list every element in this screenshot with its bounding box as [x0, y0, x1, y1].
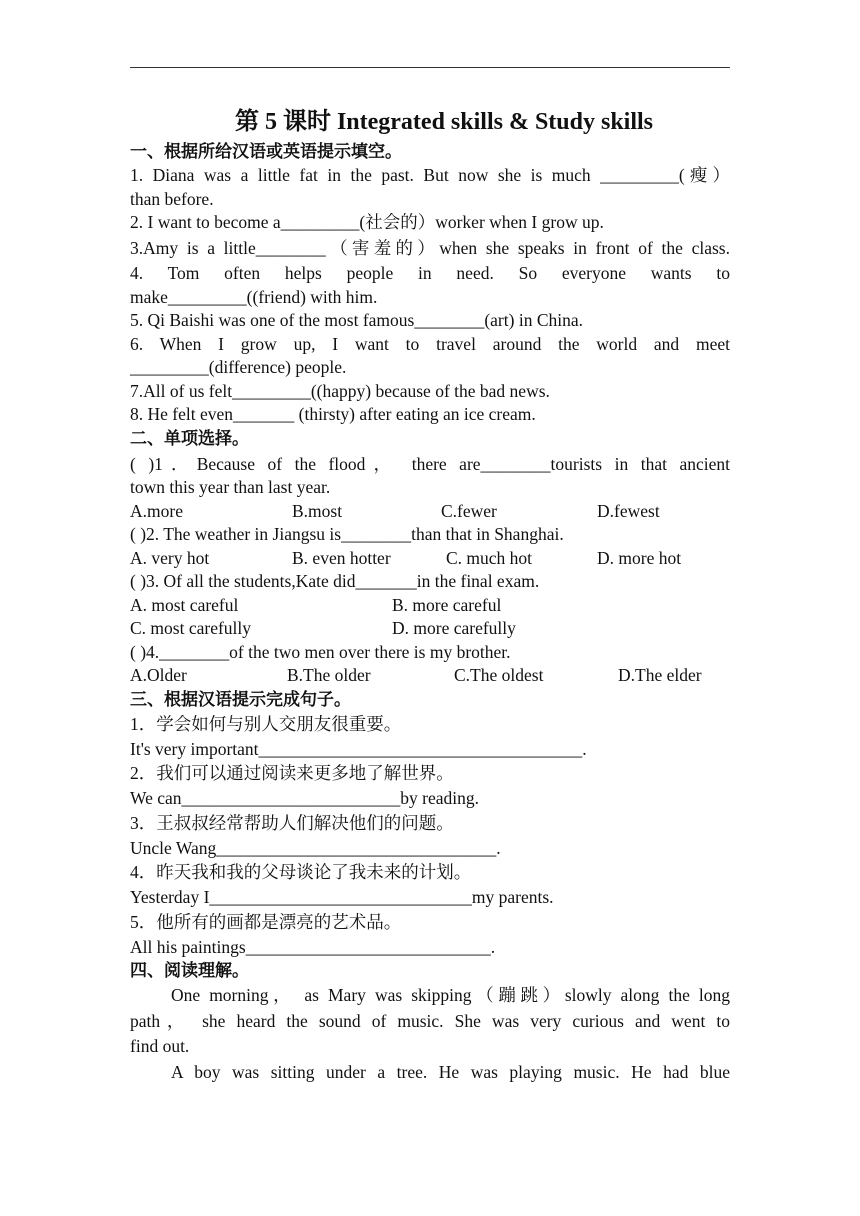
choice-question-1-line-1: ( )1．Because of the flood， there are________tourists in that ancient	[130, 453, 730, 474]
choice-question-2: ( )2. The weather in Jiangsu is________than that in Shanghai.	[130, 524, 564, 544]
section-heading-fill-in: 一、根据所给汉语或英语提示填空。	[130, 142, 402, 162]
translate-question-5-english: All his paintings____________________________.	[130, 936, 496, 957]
option-a: A. very hot	[130, 547, 210, 568]
option-d: D.The elder	[618, 665, 702, 685]
reading-paragraph-1-line-3: find out.	[130, 1036, 190, 1056]
translate-question-3-english: Uncle Wang________________________________.	[130, 837, 501, 858]
option-d: D. more carefully	[392, 618, 516, 638]
fill-question-6-line-1: 6. When I grow up, I want to travel around the world and meet	[130, 333, 730, 354]
option-a: A.more	[130, 500, 183, 521]
fill-question-3: 3.Amy is a little________（害羞的）when she speaks in front of the class.	[130, 237, 730, 258]
option-b: B.The older	[287, 665, 371, 685]
fill-question-5: 5. Qi Baishi was one of the most famous________(art) in China.	[130, 310, 583, 330]
fill-question-4-line-1: 4. Tom often helps people in need. So everyone wants to	[130, 263, 730, 283]
option-b: B. more careful	[392, 594, 502, 615]
section-heading-reading: 四、阅读理解。	[130, 961, 249, 981]
choice-question-3: ( )3. Of all the students,Kate did_______in the final exam.	[130, 571, 540, 591]
translate-question-4-chinese: 4．昨天我和我的父母谈论了我未来的计划。	[130, 862, 472, 882]
fill-question-6-line-2: _________(difference) people.	[130, 357, 347, 377]
section-heading-multiple-choice: 二、单项选择。	[130, 428, 249, 449]
translate-question-2-english: We can_________________________by reading.	[130, 788, 480, 808]
option-c: C.fewer	[441, 500, 497, 521]
worksheet-content	[130, 104, 730, 1085]
translate-question-2-chinese: 2．我们可以通过阅读来更多地了解世界。	[130, 763, 454, 783]
fill-question-2: 2. I want to become a_________(社会的）worker when I grow up.	[130, 212, 604, 232]
reading-paragraph-1-line-2: path， she heard the sound of music. She was very curious and went to	[130, 1010, 730, 1031]
choice-question-4: ( )4.________of the two men over there is my brother.	[130, 641, 511, 662]
option-a: A.Older	[130, 665, 187, 685]
option-a: A. most careful	[130, 594, 239, 615]
option-c: C.The oldest	[454, 665, 544, 685]
option-b: B. even hotter	[292, 547, 391, 568]
section-heading-complete-sentences: 三、根据汉语提示完成句子。	[130, 689, 351, 710]
choice-question-3-options-row-1	[130, 594, 730, 618]
option-d: D.fewest	[597, 500, 660, 521]
fill-question-4-line-2: make_________((friend) with him.	[130, 286, 378, 307]
option-b: B.most	[292, 500, 343, 521]
fill-question-7: 7.All of us felt_________((happy) because of the bad news.	[130, 380, 550, 401]
translate-question-1-english: It's very important_____________________________________.	[130, 738, 587, 759]
translate-question-3-chinese: 3．王叔叔经常帮助人们解决他们的问题。	[130, 812, 454, 833]
reading-paragraph-1-line-1: One morning， as Mary was skipping（蹦跳）slowly along the long	[171, 985, 730, 1005]
option-c: C. most carefully	[130, 618, 252, 638]
reading-paragraph-2-line-1: A boy was sitting under a tree. He was playing music. He had blue	[171, 1061, 730, 1082]
fill-question-1-line-1: 1. Diana was a little fat in the past. But now she is much _________(瘦）	[130, 165, 730, 185]
choice-question-3-options-row-2	[130, 617, 730, 641]
choice-question-1-options	[130, 500, 730, 524]
page-title: 第 5 课时 Integrated skills & Study skills	[234, 109, 654, 135]
fill-question-1-line-2: than before.	[130, 188, 214, 209]
translate-question-5-chinese: 5．他所有的画都是漂亮的艺术品。	[130, 911, 402, 932]
option-d: D. more hot	[597, 547, 682, 568]
header-rule	[130, 67, 730, 68]
choice-question-4-options	[130, 664, 730, 688]
choice-question-1-line-2: town this year than last year.	[130, 477, 331, 497]
translate-question-4-english: Yesterday I______________________________my parents.	[130, 887, 554, 907]
option-c: C. much hot	[446, 547, 533, 568]
choice-question-2-options	[130, 547, 730, 571]
fill-question-8: 8. He felt even_______ (thirsty) after eating an ice cream.	[130, 404, 536, 424]
translate-question-1-chinese: 1．学会如何与别人交朋友很重要。	[130, 713, 402, 734]
